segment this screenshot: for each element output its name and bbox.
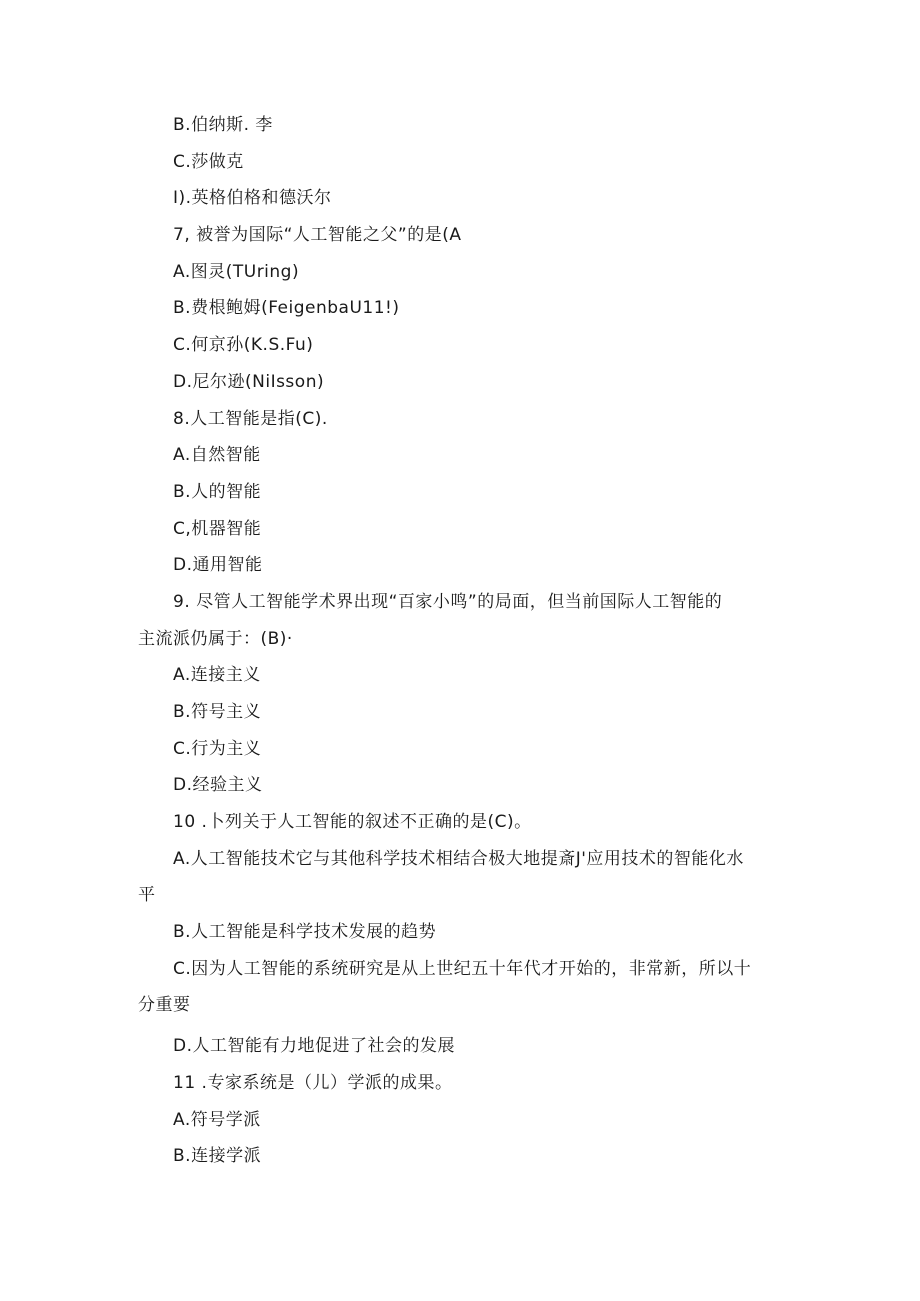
q11-option-a: A.符号学派 — [173, 1110, 261, 1130]
q10-option-d: D.人工智能有力地促进了社会的发展 — [173, 1036, 455, 1056]
q10-option-a-continued: 平 — [138, 885, 156, 905]
q10-option-c-continued: 分重要 — [138, 995, 191, 1015]
q7-option-b: B.费根鲍姆(FeigenbaU11!) — [173, 298, 400, 318]
question-9: 9. 尽管人工智能学术界出现“百家小鸣”的局面，但当前国际人工智能的 — [173, 592, 723, 612]
q8-option-a: A.自然智能 — [173, 445, 261, 465]
question-9-continued: 主流派仍属于：(B)· — [138, 629, 293, 649]
q10-option-a: A.人工智能技术它与其他科学技术相结合极大地提斎J'应用技术的智能化水 — [173, 849, 744, 869]
question-10: 10 .卜列关于人工智能的叙述不正确的是(C)。 — [173, 812, 532, 832]
option-c-line: C.莎做克 — [173, 152, 244, 172]
question-8: 8.人工智能是指(C). — [173, 409, 328, 429]
q7-option-d: D.尼尔逊(NiIsson) — [173, 372, 325, 392]
q8-option-c: C,机器智能 — [173, 519, 262, 539]
q10-option-b: B.人工智能是科学技术发展的趋势 — [173, 922, 437, 942]
q9-option-b: B.符号主义 — [173, 702, 262, 722]
q7-option-c: C.何京孙(K.S.Fu) — [173, 335, 314, 355]
question-7: 7, 被誉为国际“人工智能之父”的是(A — [173, 225, 462, 245]
q11-option-b: B.连接学派 — [173, 1146, 262, 1166]
q10-option-c: C.因为人工智能的系统研究是从上世纪五十年代才开始的，非常新，所以十 — [173, 959, 752, 979]
q9-option-d: D.经验主义 — [173, 775, 263, 795]
q9-option-a: A.连接主义 — [173, 665, 261, 685]
q8-option-b: B.人的智能 — [173, 482, 262, 502]
q8-option-d: D.通用智能 — [173, 555, 263, 575]
q9-option-c: C.行为主义 — [173, 739, 262, 759]
option-b-line: B.伯纳斯. 李 — [173, 115, 273, 135]
question-11: 11 .专家系统是（儿）学派的成果。 — [173, 1073, 453, 1093]
option-d-line: I).英格伯格和德沃尔 — [173, 188, 332, 208]
q7-option-a: A.图灵(TUring) — [173, 262, 300, 282]
